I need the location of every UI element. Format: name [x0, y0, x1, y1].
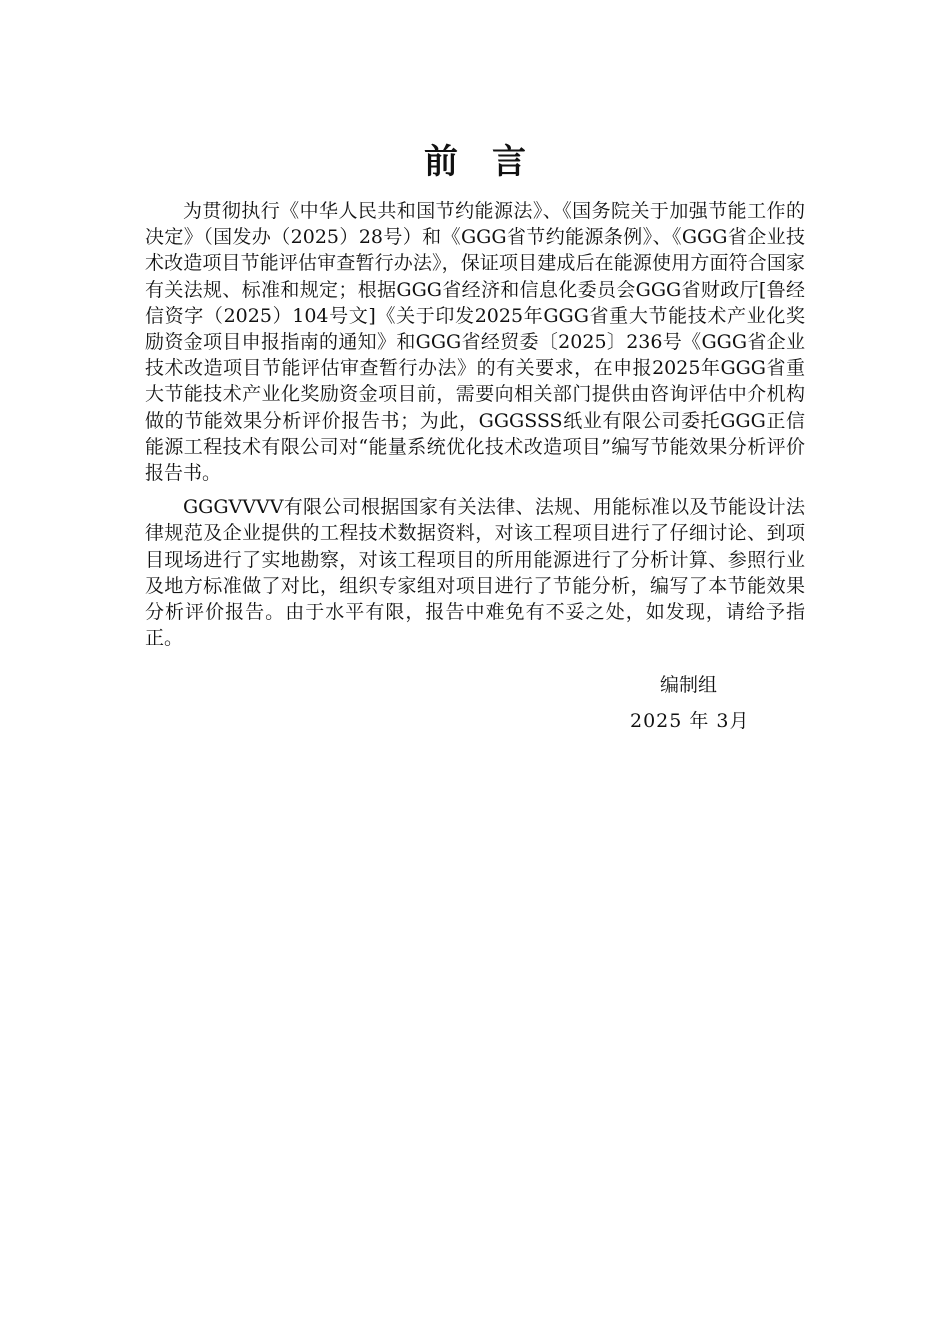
paragraph-2: GGGVVVV有限公司根据国家有关法律、法规、用能标准以及节能设计法律规范及企业提供的工程技术数据资料，对该工程项目进行了仔细讨论、到项目现场进行了实地勘察，对该工程项目的所用能源进行了分析计算、参照行业及地方标准做了对比，组织专家组对项目进行了节能分析，编写了本节能效果分析评价报告。由于水平有限，报告中难免有不妥之处，如发现，请给予指正。 [145, 496, 805, 650]
paragraph-1: 为贯彻执行《中华人民共和国节约能源法》、《国务院关于加强节能工作的决定》（国发办（2025）28号）和《GGG省节约能源条例》、《GGG省企业技术改造项目节能评估审查暂行办法》，保证项目建成后在能源使用方面符合国家有关法规、标准和规定；根据GGG省经济和信息化委员会GGG省财政厅[鲁经信资字（2025）104号文]《关于印发2025年GGG省重大节能技术产业化奖励资金项目申报指南的通知》和GGG省经贸委〔2025〕236号《GGG省企业技术改造项目节能评估审查暂行办法》的有关要求，在申报2025年GGG省重大节能技术产业化奖励资金项目前，需要向相关部门提供由咨询评估中介机构做的节能效果分析评价报告书；为此，GGGSSS纸业有限公司委托GGG正信能源工程技术有限公司对“能量系统优化技术改造项目”编写节能效果分析评价报告书。 [145, 200, 805, 485]
signature-org: 编制组 [660, 674, 718, 696]
page-title: 前言 [424, 142, 560, 182]
body-text [145, 198, 805, 659]
signature-date: 2025 年 3月 [630, 710, 750, 732]
